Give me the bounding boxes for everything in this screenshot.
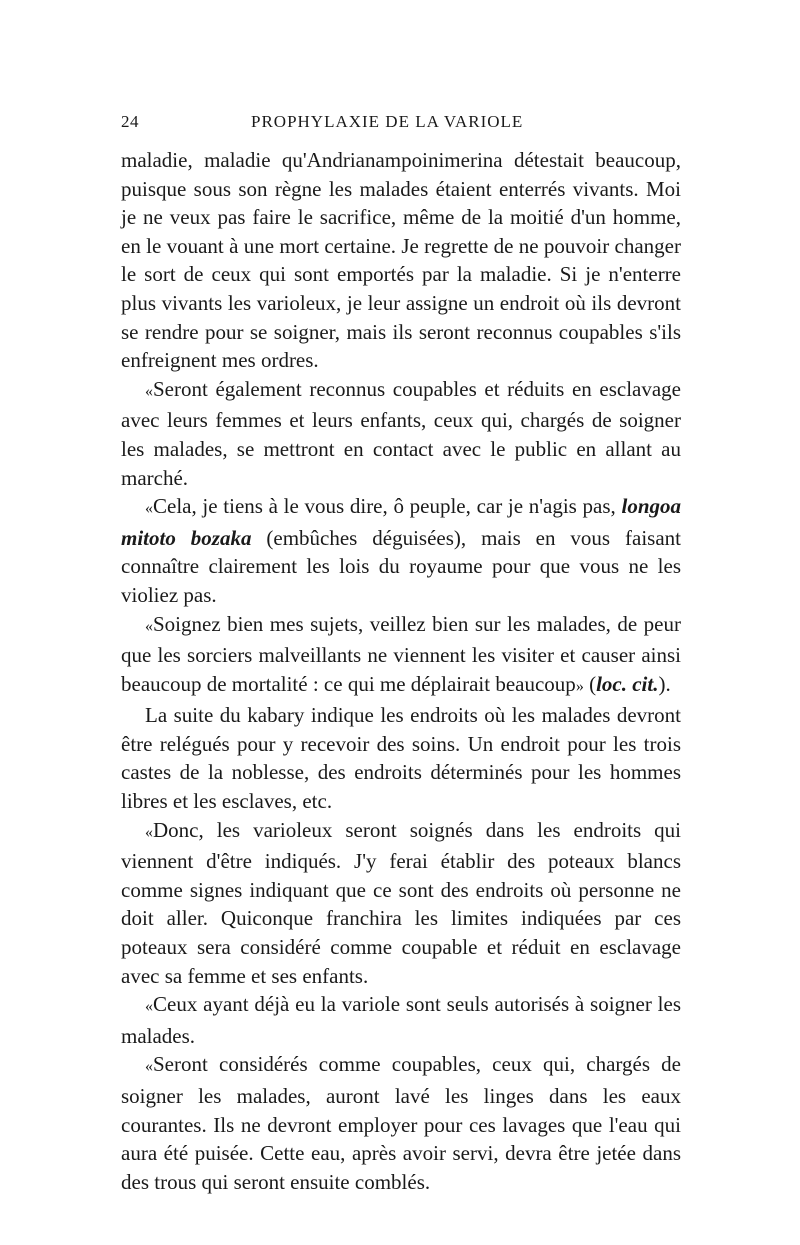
paragraph-text: (: [583, 671, 597, 696]
closing-quote-mark: »: [575, 677, 584, 695]
quote-mark: «: [145, 500, 153, 518]
body-text: [121, 146, 681, 1196]
running-title: PROPHYLAXIE DE LA VARIOLE: [251, 112, 524, 131]
paragraph-text: Seront également reconnus coupables et réduits en esclavage avec leurs femmes et leurs enfants, ceux qui, chargés de soigner les malades, se mettront en contact avec le public en allant au marché.: [121, 376, 681, 490]
paragraph-5: [121, 701, 681, 815]
quote-mark: «: [145, 1058, 153, 1076]
paragraph-4: [121, 610, 681, 702]
paragraph-text: ).: [658, 671, 671, 696]
paragraph-3: [121, 492, 681, 609]
paragraph-text: Seront considérés comme coupables, ceux qui, chargés de soigner les malades, auront lavé les linges dans les eaux courantes. Ils ne devront employer pour ces lavages que l'eau qui aura été puisée. Cette eau, après avoir servi, devra être jetée dans des trous qui seront ensuite comblés.: [121, 1052, 681, 1194]
paragraph-text: maladie, maladie qu'Andrianampoinimerina détestait beaucoup, puisque sous son règne les malades étaient enterrés vivants. Moi je ne veux pas faire le sacrifice, même de la moitié d'un homme, en le vouant à une mort certaine. Je regrette de ne pouvoir changer le sort de ceux qui sont emportés par la maladie. Si je n'enterre plus vivants les varioleux, je leur assigne un endroit où ils devront se rendre pour se soigner, mais ils seront reconnus coupables s'ils enfreignent mes ordres.: [121, 148, 681, 373]
book-page: [121, 112, 681, 1196]
paragraph-7: [121, 990, 681, 1050]
running-header: [121, 112, 681, 146]
quote-mark: «: [145, 998, 153, 1016]
paragraph-2: [121, 375, 681, 492]
paragraph-8: [121, 1050, 681, 1196]
page-number: 24: [121, 112, 139, 131]
paragraph-text: La suite du kabary indique les endroits où les malades devront être relégués pour y recevoir des soins. Un endroit pour les trois castes de la noblesse, des endroits déterminés pour les hommes libres et les esclaves, etc.: [121, 703, 681, 814]
paragraph-text: (embûches déguisées), mais en vous faisant connaître clairement les lois du royaume pour que vous ne les violiez pas.: [121, 525, 682, 607]
quote-mark: «: [145, 382, 153, 400]
citation-italic: loc. cit.: [596, 671, 659, 696]
paragraph-6: [121, 816, 681, 991]
italic-phrase: longoa mitoto bozaka: [121, 494, 681, 550]
paragraph-text: Soignez bien mes sujets, veillez bien sur les malades, de peur que les sorciers malveillants ne viennent les visiter et causer ainsi beaucoup de mortalité : ce qui me déplairait beaucoup: [121, 611, 681, 696]
paragraph-text: Cela, je tiens à le vous dire, ô peuple, car je n'agis pas,: [153, 494, 622, 519]
quote-mark: «: [145, 617, 153, 635]
quote-mark: «: [145, 823, 153, 841]
paragraph-1: [121, 146, 681, 375]
paragraph-text: Ceux ayant déjà eu la variole sont seuls autorisés à soigner les malades.: [121, 992, 681, 1048]
paragraph-text: Donc, les varioleux seront soignés dans les endroits qui viennent d'être indiqués. J'y ferai établir des poteaux blancs comme signes indiquant que ce sont des endroits où personne ne doit aller. Quiconque franchira les limites indiquées par ces poteaux sera considéré comme coupable et réduit en esclavage avec sa femme et ses enfants.: [121, 817, 681, 988]
